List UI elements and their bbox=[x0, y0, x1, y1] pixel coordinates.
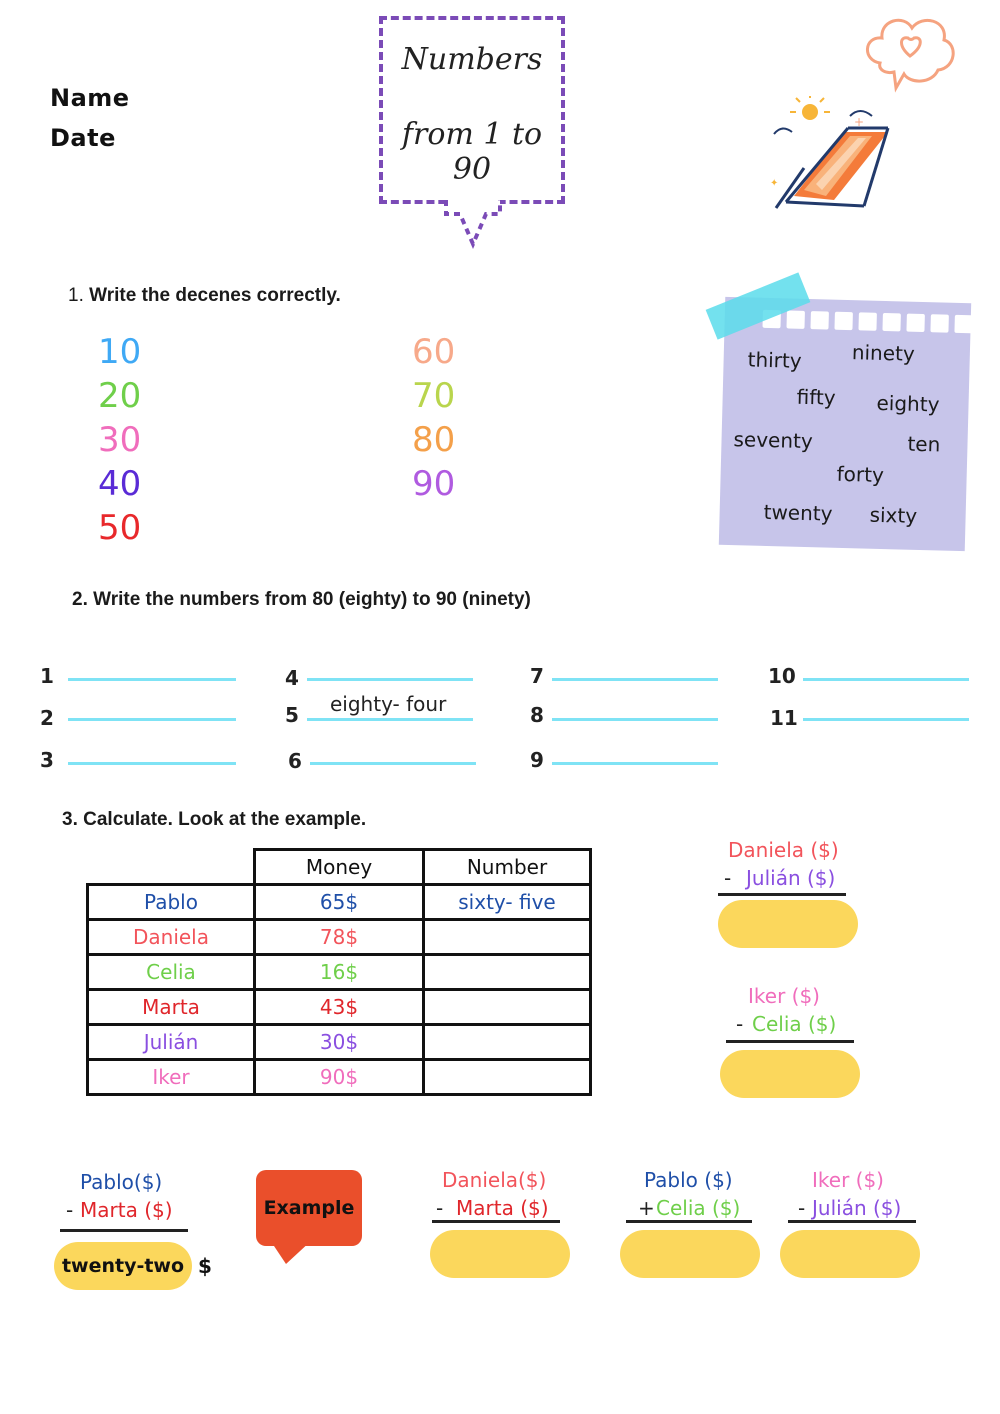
op4-sign: + bbox=[638, 1196, 655, 1220]
date-label: Date bbox=[50, 124, 116, 152]
word-bank-item: forty bbox=[836, 461, 885, 488]
op5-answer-field[interactable] bbox=[780, 1230, 920, 1278]
line-number: 1 bbox=[40, 664, 54, 688]
name-label: Name bbox=[50, 84, 130, 112]
answer-line-1[interactable] bbox=[68, 678, 236, 681]
row-money: 65$ bbox=[255, 885, 424, 920]
op2-sign: - bbox=[736, 1012, 744, 1036]
op5-top: Iker ($) bbox=[812, 1168, 884, 1192]
op4-top: Pablo ($) bbox=[644, 1168, 733, 1192]
row-money: 16$ bbox=[255, 955, 424, 990]
example-answer-pill bbox=[54, 1242, 192, 1290]
section3-heading: 3. Calculate. Look at the example. bbox=[62, 809, 367, 830]
title-box-pointer bbox=[440, 196, 506, 252]
column-header-money: Money bbox=[255, 850, 424, 885]
op5-sign: - bbox=[798, 1196, 806, 1220]
line-number: 2 bbox=[40, 706, 54, 730]
answer-line-6[interactable] bbox=[310, 762, 476, 765]
svg-text:✦: ✦ bbox=[770, 178, 779, 189]
row-number-cell[interactable] bbox=[424, 1060, 591, 1095]
word-bank-item: eighty bbox=[876, 390, 940, 417]
decene-60: 60 bbox=[412, 332, 456, 372]
table-row bbox=[88, 920, 591, 955]
row-money: 30$ bbox=[255, 1025, 424, 1060]
table-row bbox=[88, 1025, 591, 1060]
decene-70: 70 bbox=[412, 376, 456, 416]
decene-50: 50 bbox=[98, 508, 142, 548]
table-row bbox=[88, 1060, 591, 1095]
table-header-row bbox=[88, 850, 591, 885]
row-money: 43$ bbox=[255, 990, 424, 1025]
heart-cloud-icon bbox=[860, 8, 960, 98]
answer-line-10[interactable] bbox=[803, 678, 969, 681]
example-unit: $ bbox=[198, 1254, 212, 1278]
word-bank-item: twenty bbox=[763, 499, 833, 526]
op4-answer-field[interactable] bbox=[620, 1230, 760, 1278]
section1-number: 1. bbox=[68, 285, 84, 306]
example-speech-bubble bbox=[256, 1170, 362, 1246]
word-bank-item: sixty bbox=[869, 502, 918, 528]
answer-line-7[interactable] bbox=[552, 678, 718, 681]
title-box bbox=[379, 16, 565, 204]
op3-top: Daniela($) bbox=[442, 1168, 547, 1192]
answer-line-11[interactable] bbox=[803, 718, 969, 721]
op5-bottom: Julián ($) bbox=[812, 1196, 902, 1220]
op2-bottom: Celia ($) bbox=[752, 1012, 837, 1036]
word-bank-note bbox=[719, 297, 971, 551]
op1-answer-field[interactable] bbox=[718, 900, 858, 948]
line-number: 10 bbox=[768, 664, 796, 688]
line-number: 6 bbox=[288, 749, 302, 773]
row-money: 90$ bbox=[255, 1060, 424, 1095]
example-answer-text: twenty-two bbox=[61, 1255, 185, 1277]
row-number-cell[interactable] bbox=[424, 955, 591, 990]
decene-10: 10 bbox=[98, 332, 142, 372]
line-number: 8 bbox=[530, 703, 544, 727]
table-row bbox=[88, 990, 591, 1025]
column-header-number: Number bbox=[424, 850, 591, 885]
row-number-cell[interactable] bbox=[424, 920, 591, 955]
table-row bbox=[88, 955, 591, 990]
decene-90: 90 bbox=[412, 464, 456, 504]
section1-heading-text: Write the decenes correctly. bbox=[89, 285, 341, 306]
op2-top: Iker ($) bbox=[748, 984, 820, 1008]
section2-heading: 2. Write the numbers from 80 (eighty) to 90 (ninety) bbox=[72, 589, 531, 610]
word-bank-item: ninety bbox=[851, 340, 916, 366]
decene-30: 30 bbox=[98, 420, 142, 460]
row-name: Julián bbox=[88, 1025, 255, 1060]
row-number-answer: sixty- five bbox=[424, 885, 591, 920]
row-name: Iker bbox=[88, 1060, 255, 1095]
example-label: Example bbox=[263, 1197, 355, 1219]
example-bottom: Marta ($) bbox=[80, 1198, 173, 1222]
table-row bbox=[88, 885, 591, 920]
row-money: 78$ bbox=[255, 920, 424, 955]
example-sign: - bbox=[66, 1198, 74, 1222]
op1-rule bbox=[718, 893, 846, 896]
answer-line-4[interactable] bbox=[307, 678, 473, 681]
row-name: Daniela bbox=[88, 920, 255, 955]
line-number: 4 bbox=[285, 666, 299, 690]
op3-bottom: Marta ($) bbox=[456, 1196, 549, 1220]
answer-line-3[interactable] bbox=[68, 762, 236, 765]
word-bank-item: thirty bbox=[747, 347, 802, 373]
example-answer: eighty- four bbox=[330, 692, 447, 716]
note-binding-tabs bbox=[762, 310, 972, 333]
example-rule bbox=[60, 1229, 188, 1232]
answer-line-9[interactable] bbox=[552, 762, 718, 765]
op5-rule bbox=[788, 1220, 916, 1223]
word-bank-item: ten bbox=[907, 431, 941, 457]
decene-20: 20 bbox=[98, 376, 142, 416]
op4-rule bbox=[626, 1220, 752, 1223]
line-number: 7 bbox=[530, 664, 544, 688]
row-name: Pablo bbox=[88, 885, 255, 920]
line-number: 5 bbox=[285, 703, 299, 727]
example-bubble-tail bbox=[270, 1240, 312, 1264]
answer-line-2[interactable] bbox=[68, 718, 236, 721]
op2-rule bbox=[726, 1040, 854, 1043]
title-line-2: from 1 to 90 bbox=[401, 117, 543, 187]
op2-answer-field[interactable] bbox=[720, 1050, 860, 1098]
answer-line-5[interactable] bbox=[307, 718, 473, 721]
op1-bottom: Julián ($) bbox=[746, 866, 836, 890]
op3-sign: - bbox=[436, 1196, 444, 1220]
example-top: Pablo($) bbox=[80, 1170, 163, 1194]
word-bank-item: seventy bbox=[733, 427, 814, 454]
money-table bbox=[86, 848, 592, 1096]
decene-80: 80 bbox=[412, 420, 456, 460]
row-name: Marta bbox=[88, 990, 255, 1025]
beach-chair-icon bbox=[764, 96, 904, 220]
line-number: 11 bbox=[770, 706, 798, 730]
line-number: 3 bbox=[40, 748, 54, 772]
row-number-cell[interactable] bbox=[424, 1025, 591, 1060]
answer-line-8[interactable] bbox=[552, 718, 718, 721]
table-corner bbox=[88, 850, 255, 885]
line-number: 9 bbox=[530, 748, 544, 772]
op1-top: Daniela ($) bbox=[728, 838, 839, 862]
op3-rule bbox=[432, 1220, 560, 1223]
svg-text:+: + bbox=[854, 115, 865, 129]
row-name: Celia bbox=[88, 955, 255, 990]
decene-40: 40 bbox=[98, 464, 142, 504]
op1-sign: - bbox=[724, 866, 732, 890]
op3-answer-field[interactable] bbox=[430, 1230, 570, 1278]
op4-bottom: Celia ($) bbox=[656, 1196, 741, 1220]
section1-heading bbox=[68, 285, 341, 307]
word-bank-item: fifty bbox=[796, 384, 836, 410]
title-line-1: Numbers bbox=[401, 42, 543, 77]
row-number-cell[interactable] bbox=[424, 990, 591, 1025]
